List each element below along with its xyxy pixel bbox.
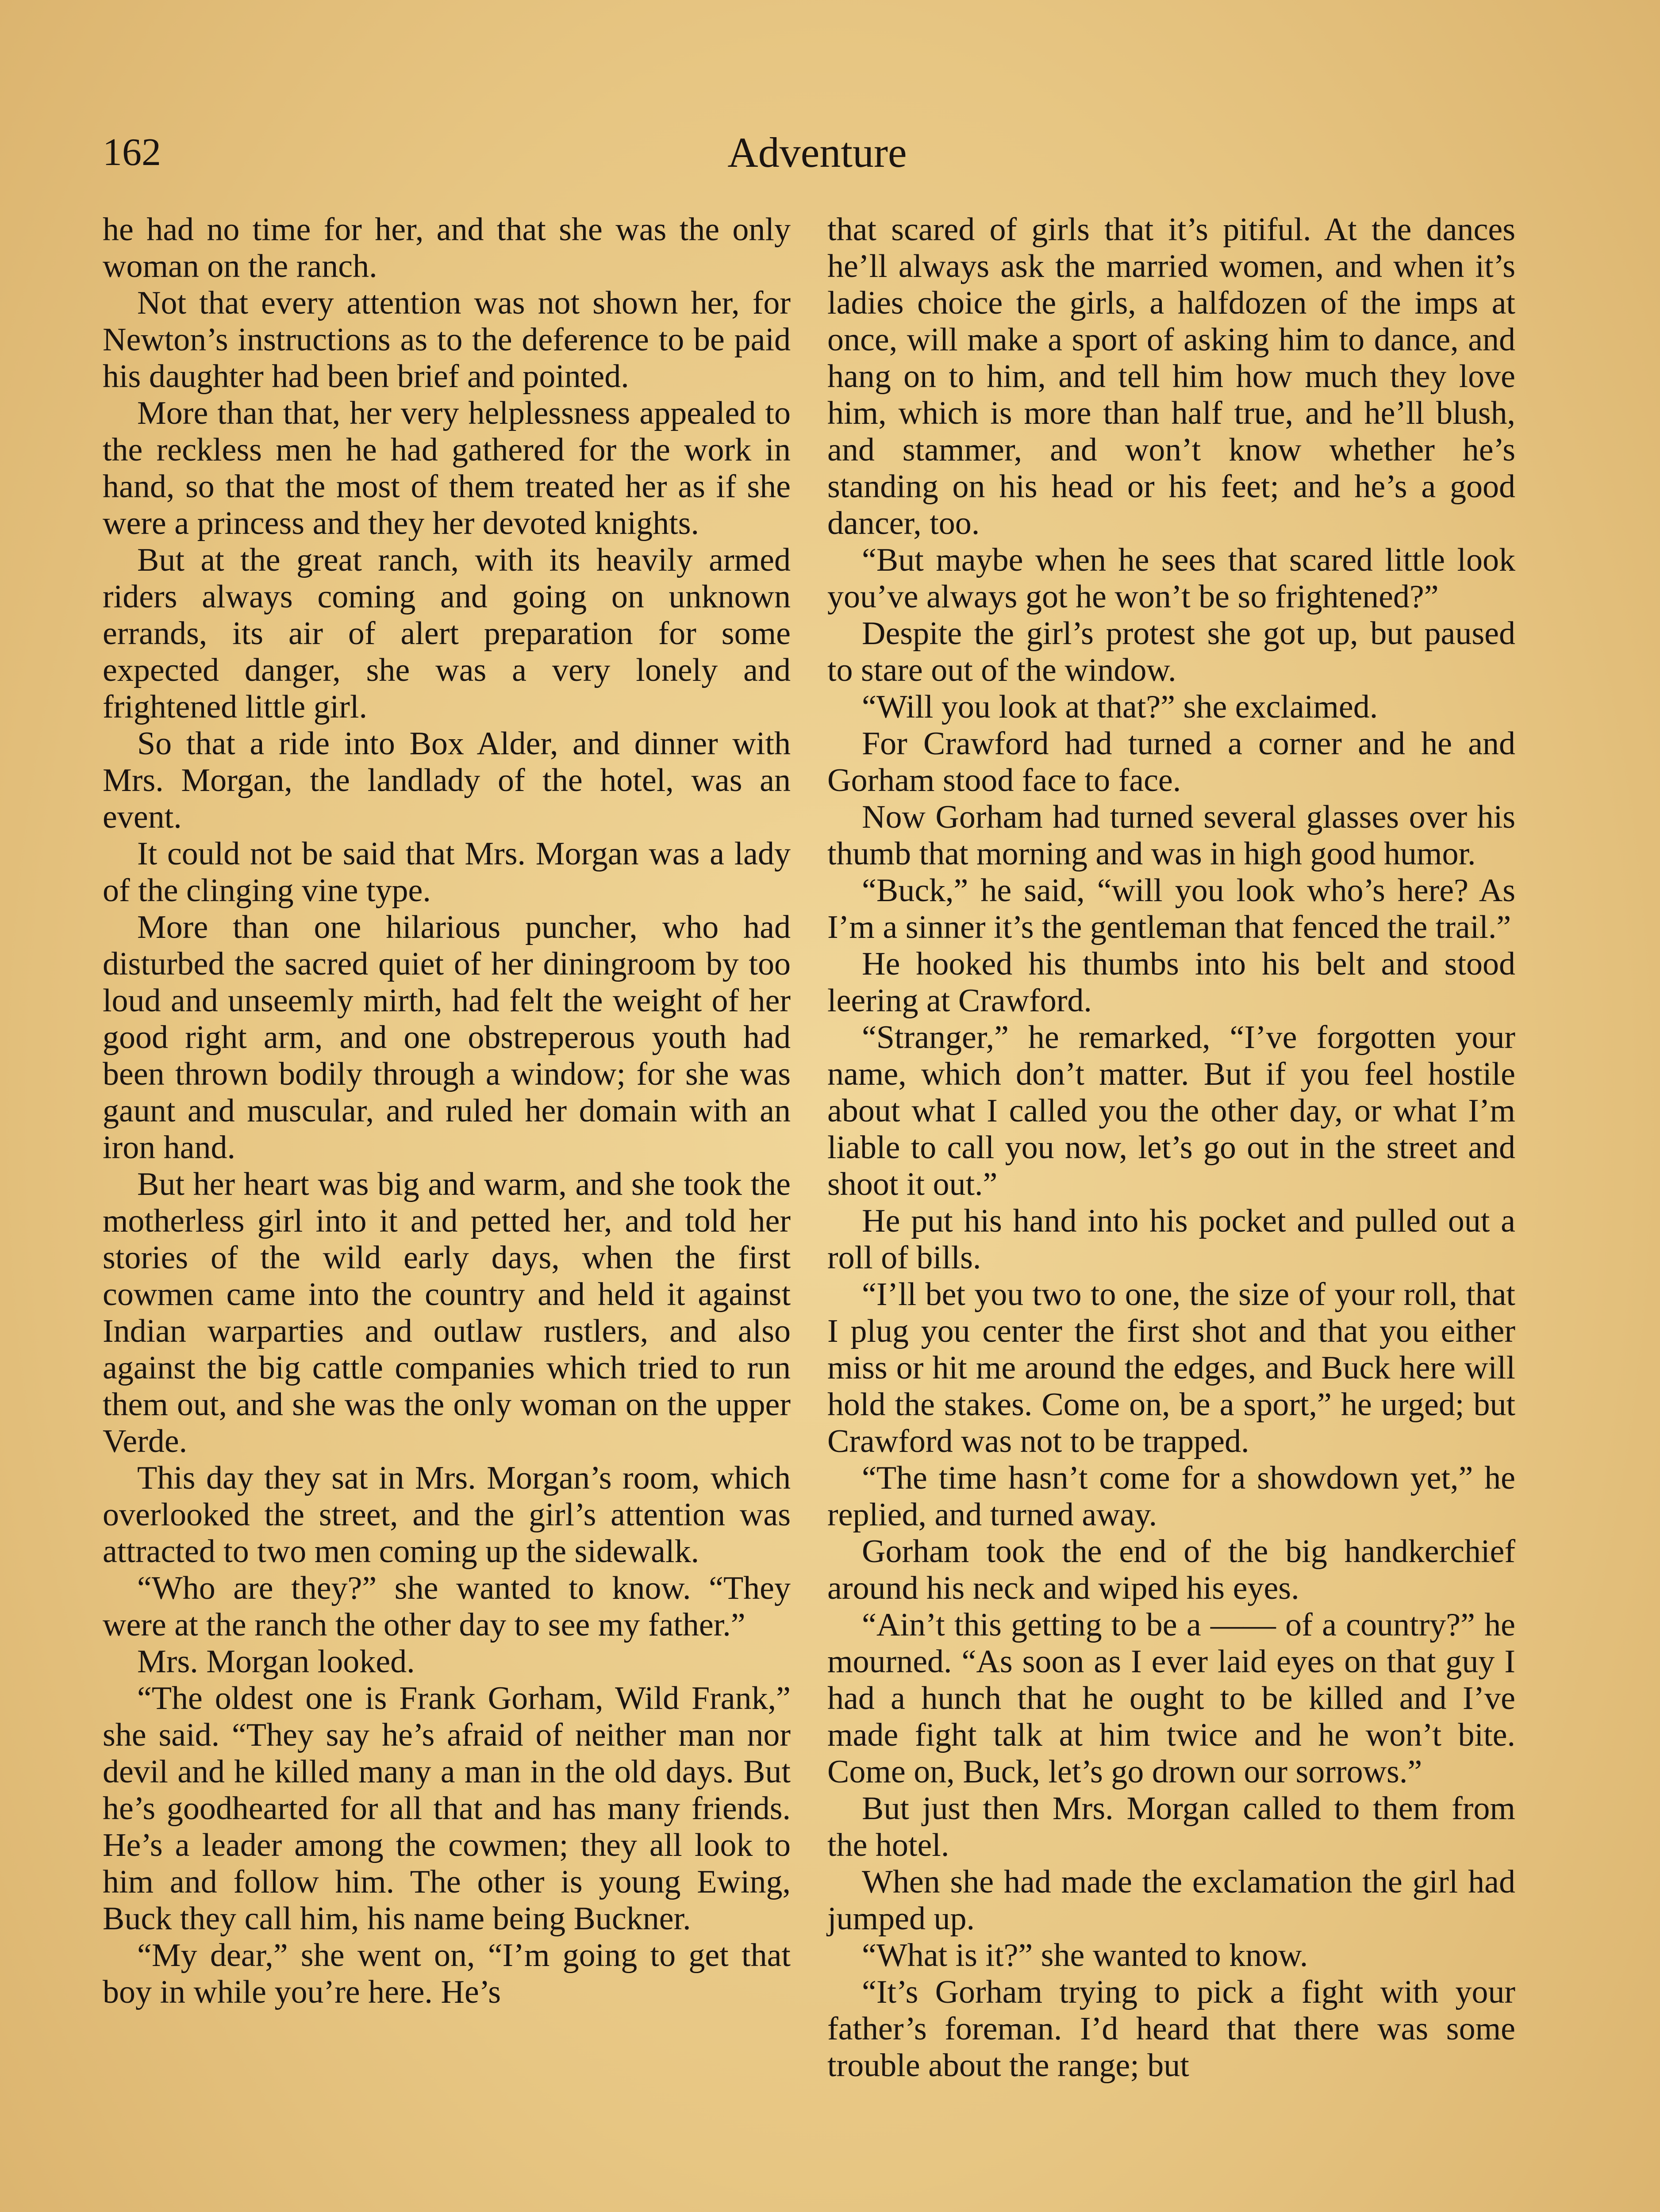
paragraph: “It’s Gorham trying to pick a fight with your father’s foreman. I’d heard that there was some trouble about the range; but [827, 1974, 1515, 2084]
paragraph: More than one hilarious puncher, who had disturbed the sacred quiet of her diningroom by too loud and unseemly mirth, had felt the weight of her good right arm, and one obstreperous youth had been thrown bodily through a window; for she was gaunt and muscular, and ruled her domain with an iron hand. [103, 909, 791, 1166]
running-title: Adventure [727, 129, 907, 176]
paragraph: But her heart was big and warm, and she took the motherless girl into it and petted her, and told her stories of the wild early days, when the first cowmen came into the country and held it against Indian warparties and outlaw rustlers, and also against the big cattle companies which tried to run them out, and she was the only woman on the upper Verde. [103, 1166, 791, 1459]
paragraph: “But maybe when he sees that scared little look you’ve always got he won’t be so frightened?” [827, 542, 1515, 615]
paragraph: But at the great ranch, with its heavily armed riders always coming and going on unknown errands, its air of alert preparation for some expected danger, she was a very lonely and frightened little girl. [103, 542, 791, 725]
paragraph: that scared of girls that it’s pitiful. At the dances he’ll always ask the married women, and when it’s ladies choice the girls, a halfdozen of the imps at once, will make a sport of asking him to dance, and hang on to him, and tell him how much they love him, which is more than half true, and he’ll blush, and stammer, and won’t know whether he’s standing on his head or his feet; and he’s a good dancer, too. [827, 211, 1515, 541]
paragraph: “Buck,” he said, “will you look who’s here? As I’m a sinner it’s the gentleman that fenced the trail.” [827, 872, 1515, 945]
paragraph: “What is it?” she wanted to know. [862, 1937, 1308, 1974]
paragraph: Now Gorham had turned several glasses over his thumb that morning and was in high good humor. [827, 799, 1515, 872]
left-column [103, 211, 791, 2011]
paragraph: Mrs. Morgan looked. [137, 1644, 415, 1680]
paragraph: When she had made the exclamation the girl had jumped up. [827, 1864, 1515, 1937]
paragraph: He hooked his thumbs into his belt and stood leering at Crawford. [827, 946, 1515, 1019]
paragraph: Gorham took the end of the big handkerchief around his neck and wiped his eyes. [827, 1533, 1515, 1606]
paragraph: “I’ll bet you two to one, the size of your roll, that I plug you center the first shot and that you either miss or hit me around the edges, and Buck here will hold the stakes. Come on, be a sport,” he urged; but Crawford was not to be trapped. [827, 1276, 1515, 1459]
paragraph: “My dear,” she went on, “I’m going to get that boy in while you’re here. He’s [103, 1937, 791, 2010]
paragraph: So that a ride into Box Alder, and dinner with Mrs. Morgan, the landlady of the hotel, was an event. [103, 726, 791, 835]
page-number: 162 [103, 131, 161, 174]
paragraph: “Ain’t this getting to be a —— of a country?” he mourned. “As soon as I ever laid eyes on that guy I had a hunch that he ought to be killed and I’ve made fight talk at him twice and he won’t bite. Come on, Buck, let’s go drown our sorrows.” [827, 1607, 1515, 1790]
paragraph: “Who are they?” she wanted to know. “They were at the ranch the other day to see my father.” [103, 1570, 791, 1643]
paragraph: Not that every attention was not shown her, for Newton’s instructions as to the deference to be paid his daughter had been brief and pointed. [103, 285, 791, 395]
paragraph: “The time hasn’t come for a showdown yet,” he replied, and turned away. [827, 1460, 1515, 1533]
paragraph: he had no time for her, and that she was the only woman on the ranch. [103, 211, 791, 284]
paragraph: “The oldest one is Frank Gorham, Wild Frank,” she said. “They say he’s afraid of neither man nor devil and he killed many a man in the old days. But he’s goodhearted for all that and has many friends. He’s a leader among the cowmen; they all look to him and follow him. The other is young Ewing, Buck they call him, his name being Buckner. [103, 1680, 791, 1937]
paragraph: Despite the girl’s protest she got up, but paused to stare out of the window. [827, 615, 1515, 688]
paragraph: This day they sat in Mrs. Morgan’s room, which overlooked the street, and the girl’s attention was attracted to two men coming up the sidewalk. [103, 1460, 791, 1570]
right-column [827, 211, 1515, 2084]
paragraph: “Will you look at that?” she exclaimed. [862, 689, 1378, 725]
paragraph: “Stranger,” he remarked, “I’ve forgotten your name, which don’t matter. But if you feel hostile about what I called you the other day, or what I’m liable to call you now, let’s go out in the street and shoot it out.” [827, 1019, 1515, 1202]
page-header [103, 119, 1532, 186]
paragraph: For Crawford had turned a corner and he and Gorham stood face to face. [827, 726, 1515, 799]
paragraph: More than that, her very helplessness appealed to the reckless men he had gathered for the work in hand, so that the most of them treated her as if she were a princess and they her devoted knights. [103, 395, 791, 541]
paragraph: It could not be said that Mrs. Morgan was a lady of the clinging vine type. [103, 836, 791, 909]
paragraph: He put his hand into his pocket and pulled out a roll of bills. [827, 1203, 1515, 1276]
paragraph: But just then Mrs. Morgan called to them from the hotel. [827, 1790, 1515, 1863]
